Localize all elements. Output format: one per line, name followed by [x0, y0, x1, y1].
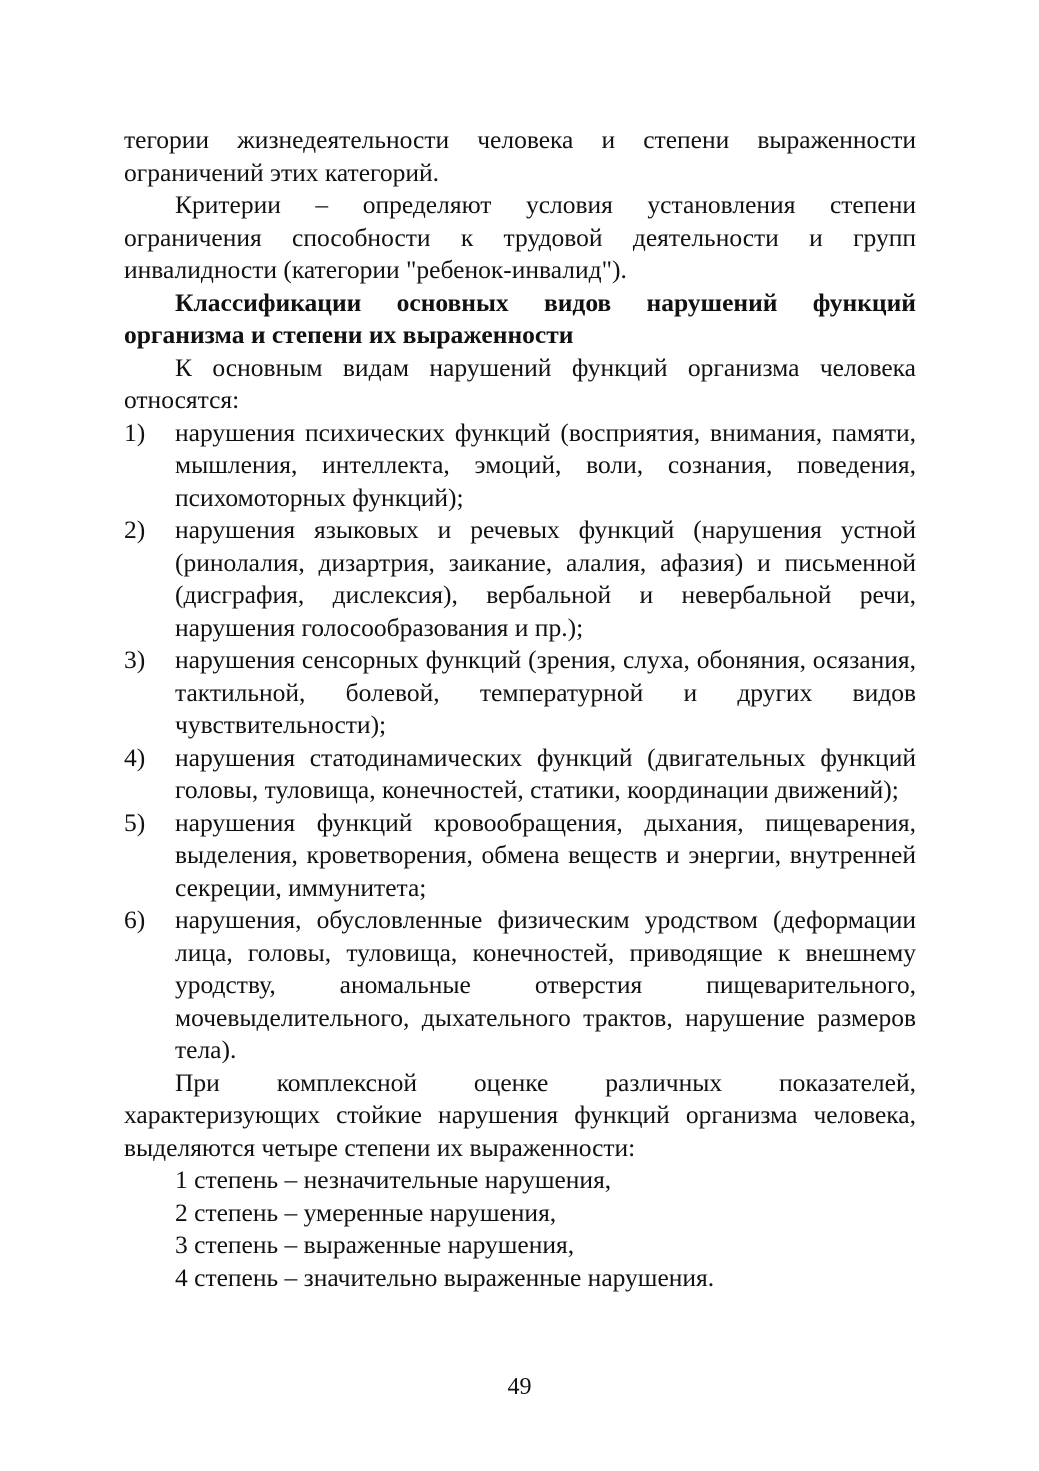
- list-item-text: нарушения сенсорных функций (зрения, слуха, обоняния, осязания, тактильной, болевой, температурной и других видов чувствительности);: [175, 645, 916, 739]
- list-item-text: нарушения функций кровообращения, дыхания, пищеварения, выделения, кроветворения, обмена веществ и энергии, внутренней секреции, иммунитета;: [175, 807, 916, 902]
- paragraph-degrees-intro: При комплексной оценке различных показателей, характеризующих стойкие нарушения функций организма человека, выделяются четыре степени их выраженности:: [124, 1067, 916, 1162]
- list-item-text: нарушения психических функций (восприятия, внимания, памяти, мышления, интеллекта, эмоций, воли, сознания, поведения, психомоторных функций);: [175, 417, 916, 512]
- paragraph-intro-continuation: тегории жизнедеятельности человека и степени выраженности ограничений этих категорий.: [124, 125, 916, 187]
- list-item: [124, 904, 916, 1067]
- list-item: [124, 807, 916, 905]
- list-item-number: 6): [124, 905, 146, 934]
- degree-item: 3 степень – выраженные нарушения,: [175, 1230, 575, 1259]
- page-body: [124, 124, 916, 1294]
- degree-item: 2 степень – умеренные нарушения,: [175, 1197, 557, 1227]
- list-item-text: нарушения, обусловленные физическим уродством (деформации лица, головы, туловища, конечностей, приводящие к внешнему уродству, аномальные отверстия пищеварительного, мочевыделительного, дыхательного трактов, нарушение размеров тела).: [175, 905, 916, 1064]
- list-item-text: нарушения статодинамических функций (двигательных функций головы, туловища, конечностей, статики, координации движений);: [175, 742, 916, 804]
- list-item-number: 1): [124, 417, 146, 447]
- list-item: [124, 514, 916, 644]
- list-item-number: 3): [124, 645, 146, 674]
- list-item: [124, 644, 916, 742]
- impairment-list: [124, 417, 916, 1067]
- degree-list: [124, 1164, 916, 1294]
- page-number: 49: [507, 1374, 532, 1400]
- paragraph-criteria: Критерии – определяют условия установления степени ограничения способности к трудовой деятельности и групп инвалидности (категории "ребенок-инвалид").: [124, 190, 916, 284]
- list-item: [124, 417, 916, 515]
- list-item-number: 2): [124, 515, 146, 544]
- list-item-number: 4): [124, 742, 146, 772]
- degree-item: 1 степень – незначительные нарушения,: [175, 1165, 612, 1194]
- list-item-number: 5): [124, 807, 146, 837]
- list-item: [124, 742, 916, 807]
- list-item-text: нарушения языковых и речевых функций (нарушения устной (ринолалия, дизартрия, заикание, алалия, афазия) и письменной (дисграфия, дислексия), вербальной и невербальной речи, нарушения голосообразования и пр.);: [175, 515, 916, 642]
- section-heading: Классификации основных видов нарушений функций организма и степени их выраженности: [124, 287, 916, 349]
- degree-item: 4 степень – значительно выраженные нарушения.: [175, 1262, 715, 1292]
- paragraph-list-intro: К основным видам нарушений функций организма человека относятся:: [124, 352, 916, 414]
